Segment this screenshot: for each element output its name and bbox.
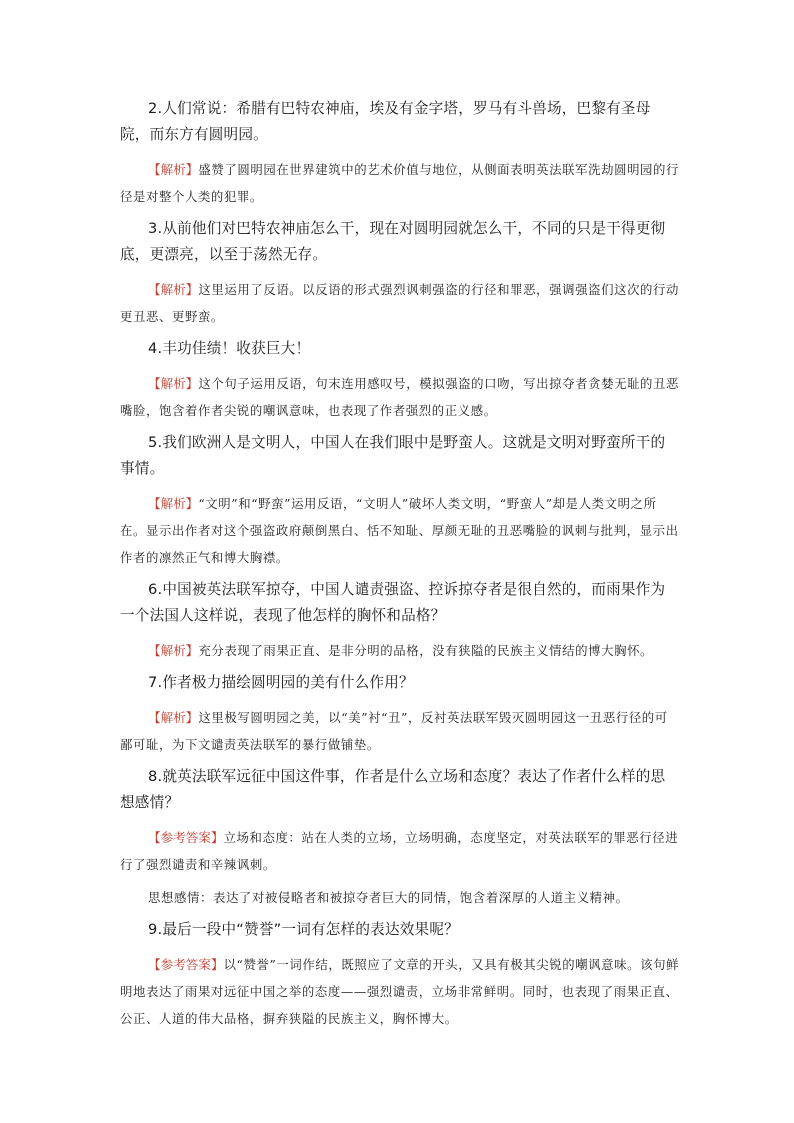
question-2: 2.人们常说：希腊有巴特农神庙，埃及有金字塔，罗马有斗兽场，巴黎有圣母院，而东方有圆明园。	[120, 100, 651, 143]
analysis-tag: 【解析】	[148, 282, 199, 297]
analysis-6	[120, 637, 680, 664]
answer-8	[120, 824, 680, 878]
answer-tag: 【参考答案】	[148, 830, 224, 845]
analysis-3	[120, 276, 680, 330]
document-page	[120, 96, 680, 1038]
analysis-7	[120, 704, 680, 758]
question-9: 9.最后一段中“赞誉”一词有怎样的表达效果呢？	[148, 921, 459, 938]
analysis-tag: 【解析】	[148, 496, 199, 511]
analysis-4	[120, 370, 680, 424]
analysis-text: 这个句子运用反语，句末连用感叹号，模拟强盗的口吻，写出掠夺者贪婪无耻的丑恶嘴脸，饱含着作者尖锐的嘲讽意味，也表现了作者强烈的正义感。	[120, 376, 680, 418]
answer-text: 以“赞誉”一词作结，既照应了文章的开头，又具有极其尖锐的嘲讽意味。该句鲜明地表达了雨果对远征中国之举的态度——强烈谴责，立场非常鲜明。同时，也表现了雨果正直、公正、人道的伟大品格，摒弃狭隘的民族主义，胸怀博大。	[120, 957, 680, 1026]
question-5: 5.我们欧洲人是文明人，中国人在我们眼中是野蛮人。这就是文明对野蛮所干的事情。	[120, 434, 666, 477]
question-4: 4.丰功佳绩！收获巨大！	[148, 340, 311, 357]
analysis-text: 这里极写圆明园之美，以“美”衬“丑”，反衬英法联军毁灭圆明园这一丑恶行径的可鄙可耻，为下文谴责英法联军的暴行做铺垫。	[120, 710, 668, 752]
analysis-text: 盛赞了圆明园在世界建筑中的艺术价值与地位，从侧面表明英法联军洗劫圆明园的行径是对整个人类的犯罪。	[120, 162, 680, 204]
analysis-text: 充分表现了雨果正直、是非分明的品格，没有狭隘的民族主义情结的博大胸怀。	[198, 643, 654, 658]
analysis-tag: 【解析】	[148, 710, 199, 725]
answer-8-part2: 思想感情：表达了对被侵略者和被掠夺者巨大的同情，饱含着深厚的人道主义精神。	[148, 890, 629, 905]
analysis-tag: 【解析】	[148, 376, 199, 391]
answer-9	[120, 951, 680, 1032]
analysis-5	[120, 490, 680, 571]
question-3: 3.从前他们对巴特农神庙怎么干，现在对圆明园就怎么干，不同的只是干得更彻底，更漂亮，以至于荡然无存。	[120, 220, 666, 263]
analysis-text: “文明”和“野蛮”运用反语，“文明人”破坏人类文明，“野蛮人”却是人类文明之所在。显示出作者对这个强盗政府颠倒黑白、恬不知耻、厚颜无耻的丑恶嘴脸的讽刺与批判，显示出作者的凛然正气和博大胸襟。	[120, 496, 679, 565]
analysis-tag: 【解析】	[148, 162, 199, 177]
analysis-tag: 【解析】	[148, 643, 199, 658]
question-7: 7.作者极力描绘圆明园的美有什么作用？	[148, 674, 414, 691]
answer-text: 立场和态度：站在人类的立场，立场明确，态度坚定，对英法联军的罪恶行径进行了强烈谴责和辛辣讽刺。	[120, 830, 679, 872]
analysis-2	[120, 156, 680, 210]
question-8: 8.就英法联军远征中国这件事，作者是什么立场和态度？表达了作者什么样的思想感情？	[120, 768, 666, 811]
question-6: 6.中国被英法联军掠夺，中国人谴责强盗、控诉掠夺者是很自然的，而雨果作为一个法国人这样说，表现了他怎样的胸怀和品格？	[120, 581, 666, 624]
answer-tag: 【参考答案】	[148, 957, 224, 972]
analysis-text: 这里运用了反语。以反语的形式强烈讽刺强盗的行径和罪恶，强调强盗们这次的行动更丑恶、更野蛮。	[120, 282, 680, 324]
